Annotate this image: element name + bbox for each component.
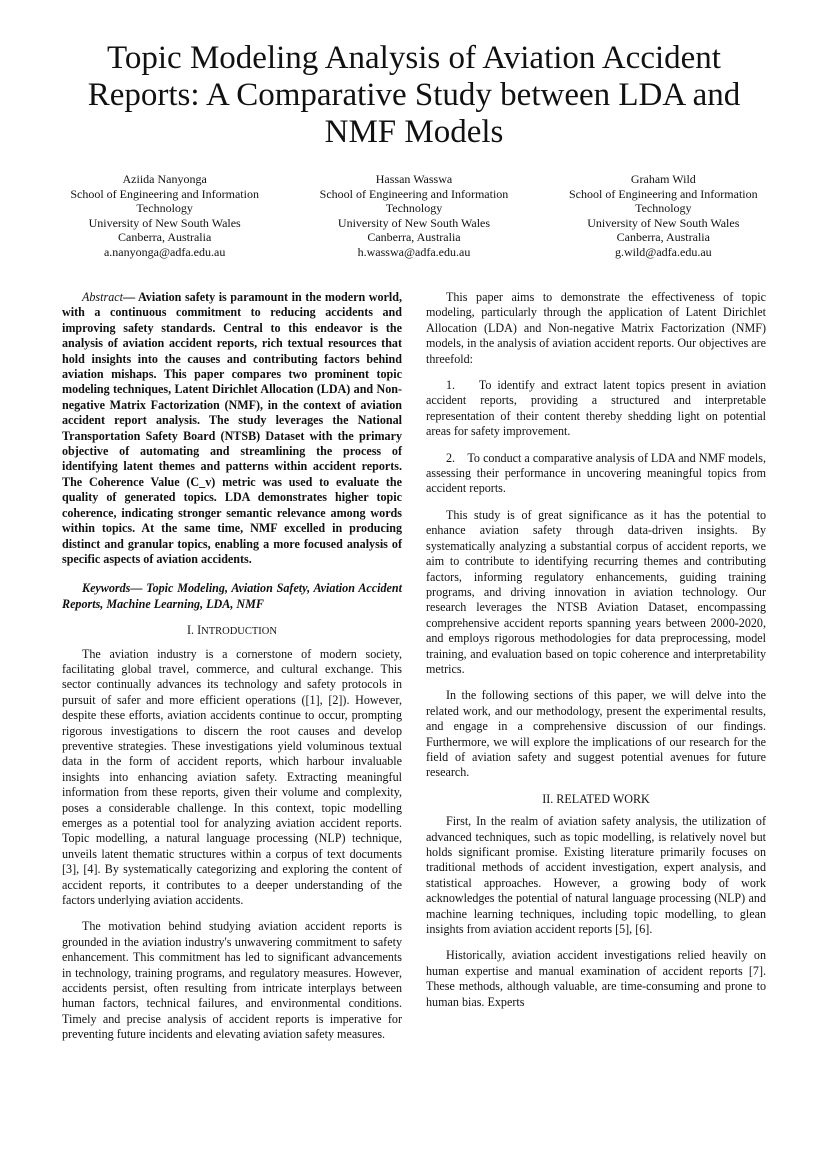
author-1 bbox=[40, 172, 289, 260]
section-title-rest: NTRODUCTION bbox=[201, 626, 277, 638]
left-column bbox=[62, 290, 402, 1054]
section-title: RELATED WORK bbox=[556, 791, 650, 806]
author-email: g.wild@adfa.edu.au bbox=[614, 244, 712, 259]
abstract-dash: — bbox=[122, 290, 138, 304]
author-2 bbox=[289, 172, 538, 260]
intro-paragraph: The aviation industry is a cornerstone of modern society, facilitating global travel, commerce, and cultural exchange. This sector continually advances its technology and safety protocols in pursuit of safer and more efficient operations ([1], [2]). However, despite these efforts, aviation accidents continue to occur, prompting rigorous investigations to discern the root causes and develop preventive strategies. These investigations yield voluminous textual data in the form of accident reports, which harbour invaluable insights into enhancing aviation safety. Extracting meaningful information from these reports, given their volume and complexity, poses a considerable challenge. In this context, topic modelling emerges as a potential tool for analyzing aviation accident reports. Topic modelling, a natural language processing (NLP) technique, unveils latent thematic structures within a corpus of text documents [3], [4]. By systematically categorizing and exploring the content of accident reports, it contributes to a deeper understanding of the factors underlying aviation accidents. bbox=[62, 646, 402, 908]
author-university: University of New South Wales bbox=[88, 215, 241, 230]
author-location: Canberra, Australia bbox=[118, 230, 212, 245]
author-university: University of New South Wales bbox=[587, 215, 740, 230]
objective-item: 1. To identify and extract latent topics present in aviation accident reports, providing a structured and interpretable representation of their content thereby shedding light on potential areas for safety improvement. bbox=[426, 378, 766, 439]
right-column bbox=[426, 290, 766, 1021]
author-affiliation: School of Engineering and Information Technology bbox=[569, 186, 758, 216]
author-location: Canberra, Australia bbox=[616, 230, 710, 245]
intro-paragraph: This paper aims to demonstrate the effectiveness of topic modeling, particularly through the application of Latent Dirichlet Allocation (LDA) and Non-negative Matrix Factorization (NMF) models, in the analysis of aviation accident reports. Our objectives are threefold: bbox=[426, 290, 766, 366]
keywords-label: Keywords— bbox=[82, 581, 143, 596]
author-name: Hassan Wasswa bbox=[375, 172, 453, 186]
author-name: Aziida Nanyonga bbox=[122, 172, 207, 186]
section-heading-related-work bbox=[426, 792, 766, 807]
related-paragraph: First, In the realm of aviation safety analysis, the utilization of advanced techniques, such as topic modelling, is relatively novel but holds significant promise. Existing literature primarily focuses on traditional methods of accident investigation, expert analysis, and statistical approaches. However, a growing body of work acknowledges the potential of natural language processing (NLP) and machine learning techniques, including topic modelling, to glean insights from aviation accident reports [5], [6]. bbox=[426, 814, 766, 937]
related-paragraph: Historically, aviation accident investigations relied heavily on human expertise and manual examination of accident reports [7]. These methods, although valuable, are time-consuming and prone to human bias. Experts bbox=[426, 948, 766, 1009]
section-heading-introduction bbox=[62, 623, 402, 639]
abstract-text: Aviation safety is paramount in the modern world, with a continuous commitment to reducing accidents and improving safety standards. Central to this endeavor is the analysis of aviation accident reports, rich textual resources that hold insights into the causes and contributing factors behind aviation mishaps. This paper compares two prominent topic modeling techniques, Latent Dirichlet Allocation (LDA) and Non-negative Matrix Factorization (NMF), in the context of aviation accident report analysis. The study leverages the National Transportation Safety Board (NTSB) Dataset with the primary objective of automating and streamlining the process of identifying latent themes and patterns within accident reports. The Coherence Value (C_v) metric was used to evaluate the quality of generated topics. LDA demonstrates higher topic coherence, indicating stronger semantic relevance among words within topics. At the same time, NMF excelled in producing distinct and granular topics, enabling a more focused analysis of specific aspects of aviation accidents. bbox=[62, 290, 402, 566]
author-name: Graham Wild bbox=[630, 172, 696, 186]
section-number: I. bbox=[187, 623, 195, 638]
author-block bbox=[40, 172, 788, 260]
author-3 bbox=[539, 172, 788, 260]
intro-paragraph: This study is of great significance as it has the potential to enhance aviation safety through data-driven insights. By systematically analyzing a substantial corpus of accident reports, we aim to contribute to identifying recurring themes and contributing factors, informing regulatory enhancements, guiding training programs, and driving innovation in aviation technology. Our research leverages the NTSB Aviation Dataset, encompassing comprehensive accident reports spanning years between 2000-2020, and employs rigorous methodologies for data preprocessing, model training, and evaluation based on topic coherence and interpretability metrics. bbox=[426, 507, 766, 676]
abstract bbox=[62, 290, 402, 567]
author-location: Canberra, Australia bbox=[367, 230, 461, 245]
intro-paragraph: In the following sections of this paper, we will delve into the related work, and our methodology, present the experimental results, and engage in a comprehensive discussion of our findings. Furthermore, we will explore the implications of our research for the field of aviation safety and suggest potential avenues for future research. bbox=[426, 688, 766, 780]
author-affiliation: School of Engineering and Information Technology bbox=[319, 186, 509, 216]
keywords-text: Topic Modeling, Aviation Safety, Aviation Accident Reports, Machine Learning, LDA, NMF bbox=[62, 581, 402, 611]
abstract-label: Abstract bbox=[82, 290, 123, 304]
keywords bbox=[62, 581, 402, 612]
author-email: a.nanyonga@adfa.edu.au bbox=[103, 244, 226, 259]
section-title-initial: I bbox=[197, 623, 202, 638]
author-affiliation: School of Engineering and Information Technology bbox=[70, 186, 259, 216]
author-university: University of New South Wales bbox=[337, 215, 491, 230]
section-number: II. bbox=[542, 791, 554, 806]
intro-paragraph: The motivation behind studying aviation accident reports is grounded in the aviation industry's unwavering commitment to safety enhancement. This commitment has led to significant advancements in technology, training programs, and regulatory measures. However, accidents persist, often resulting from intricate interplays between human factors, technical failures, and environmental conditions. Timely and precise analysis of accident reports is imperative for preventing future incidents and elevating aviation safety measures. bbox=[62, 919, 402, 1042]
author-email: h.wasswa@adfa.edu.au bbox=[357, 244, 471, 259]
paper-title: Topic Modeling Analysis of Aviation Accident Reports: A Comparative Study between LDA and NMF Models bbox=[87, 40, 741, 150]
objective-item: 2. To conduct a comparative analysis of LDA and NMF models, assessing their performance in uncovering meaningful topics from accident reports. bbox=[426, 450, 766, 496]
